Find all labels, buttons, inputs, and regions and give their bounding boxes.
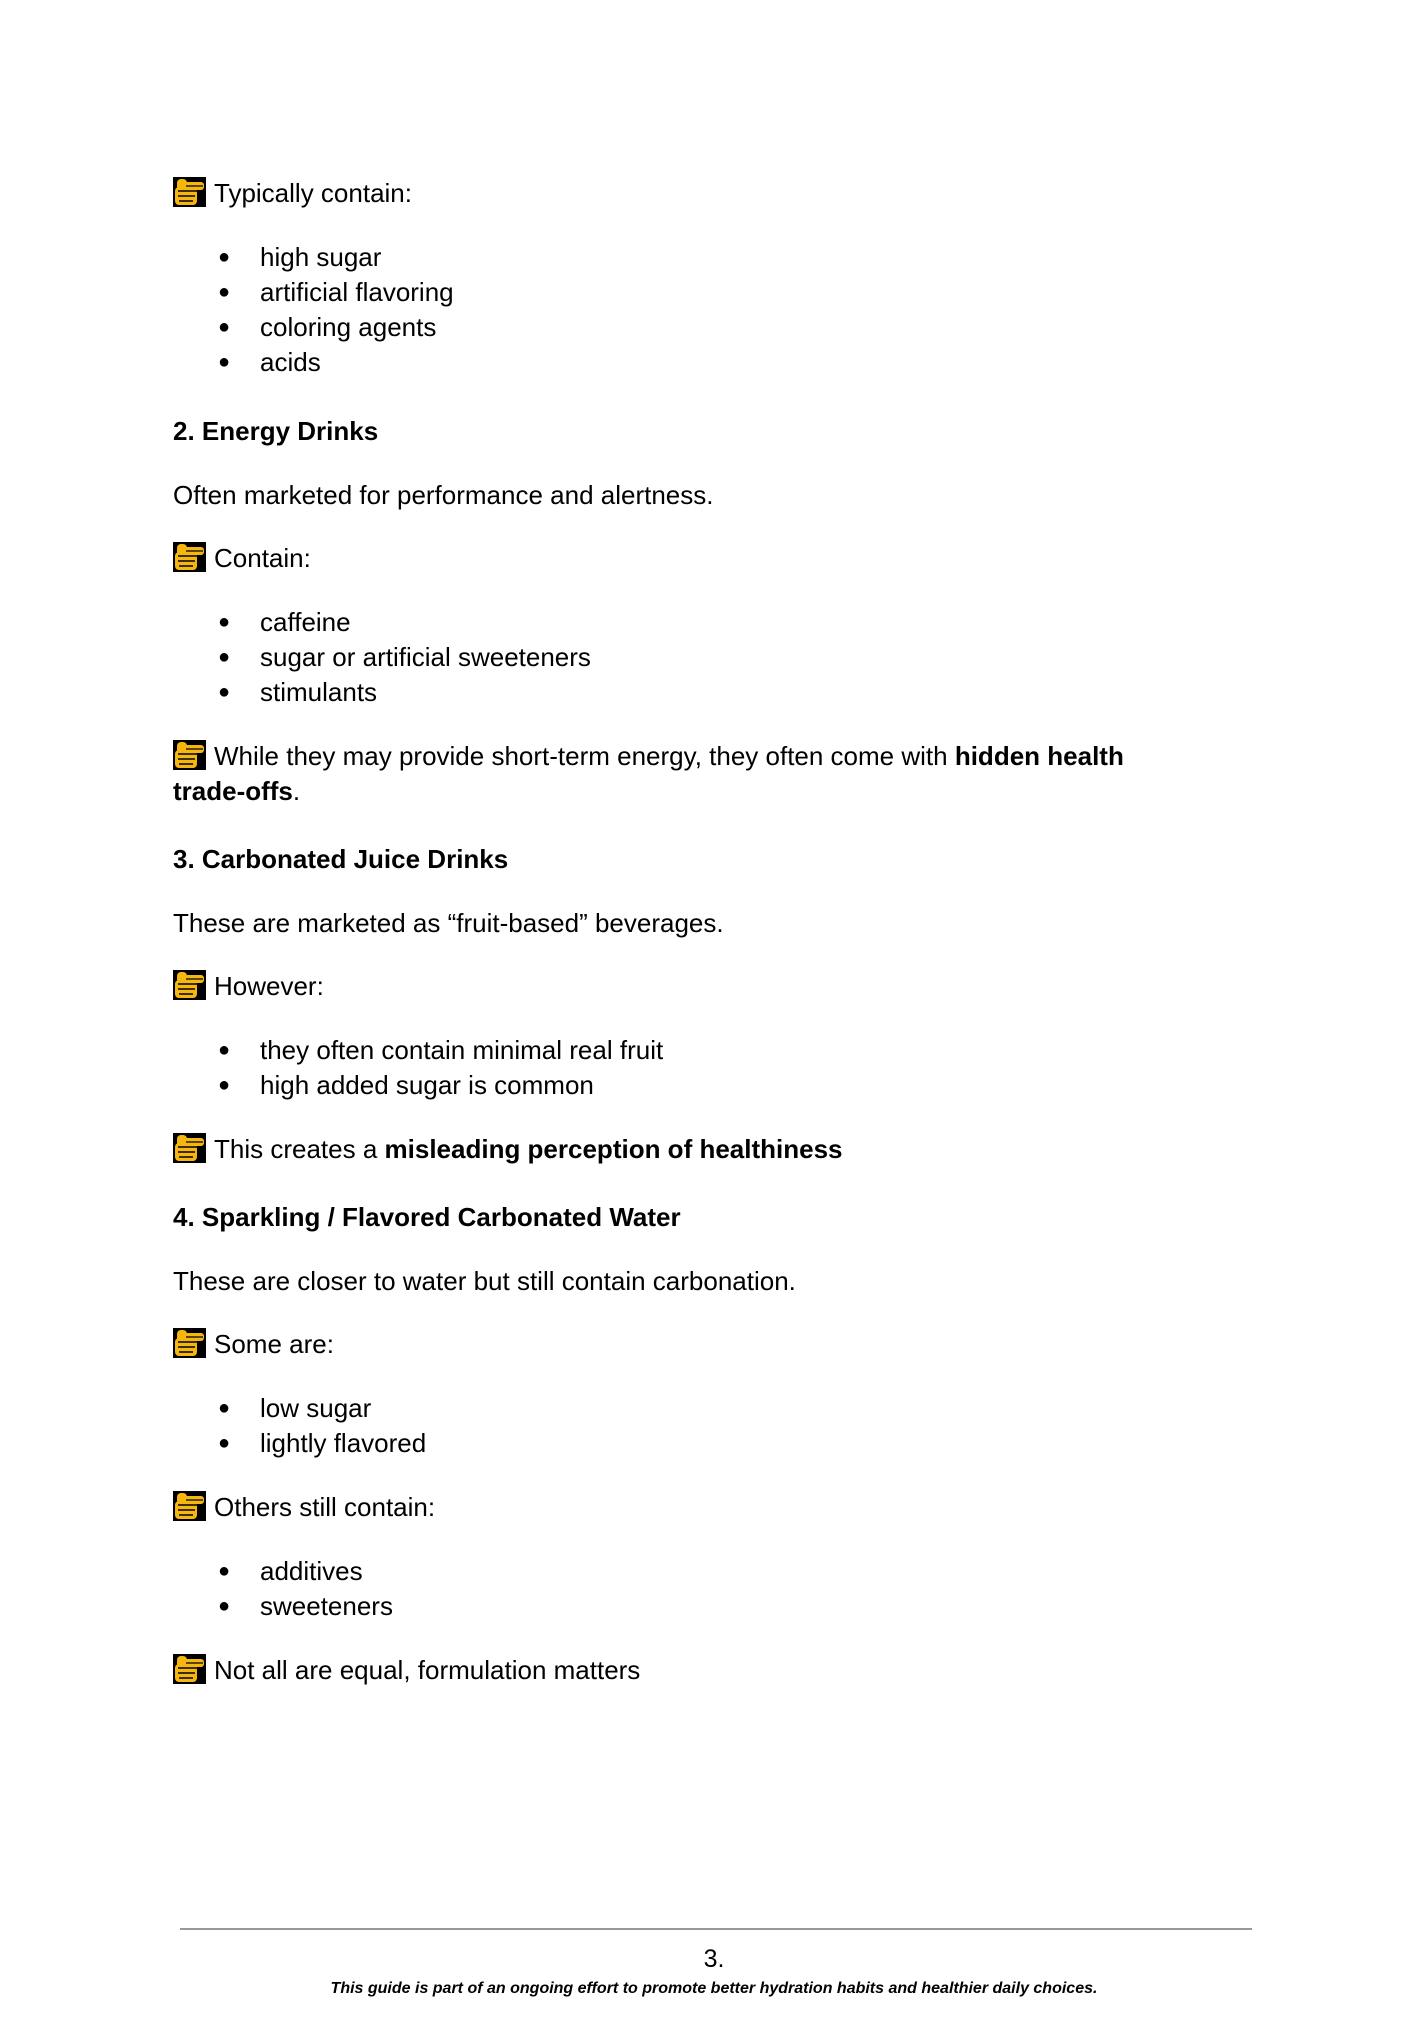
- bullet-icon: ●: [218, 646, 231, 668]
- page-number: 3.: [703, 1945, 725, 1973]
- pointing-hand-icon: [173, 1133, 206, 1163]
- pointing-hand-icon: [173, 970, 206, 1000]
- some-are-line: [173, 1327, 334, 1361]
- others-line: [173, 1490, 435, 1524]
- bullet-icon: ●: [218, 1074, 231, 1096]
- contain-line: [173, 541, 311, 575]
- pointing-hand-icon: [173, 1654, 206, 1684]
- contain-label: Contain:: [214, 543, 311, 573]
- some-are-label: Some are:: [214, 1329, 334, 1359]
- bullet-icon: ●: [218, 1397, 231, 1419]
- footer-note: This guide is part of an ongoing effort to promote better hydration habits and healthier daily choices.: [330, 1980, 1098, 1997]
- footer-divider: [180, 1928, 1252, 1930]
- bullet-icon: ●: [218, 316, 231, 338]
- typically-contain-line: [173, 176, 412, 210]
- bullet-icon: ●: [218, 681, 231, 703]
- bullet-icon: ●: [218, 1560, 231, 1582]
- bullet-icon: ●: [218, 1595, 231, 1617]
- sparkling-water-heading: 4. Sparkling / Flavored Carbonated Water: [173, 1202, 681, 1232]
- bullet-icon: ●: [218, 1039, 231, 1061]
- bullet-icon: ●: [218, 351, 231, 373]
- formulation-note: Not all are equal, formulation matters: [214, 1655, 641, 1685]
- pointing-hand-icon: [173, 740, 206, 770]
- formulation-note-line: [173, 1653, 640, 1687]
- typically-contain-label: Typically contain:: [214, 178, 412, 208]
- energy-drinks-heading: 2. Energy Drinks: [173, 416, 379, 446]
- bullet-icon: ●: [218, 246, 231, 268]
- pointing-hand-icon: [173, 542, 206, 572]
- pointing-hand-icon: [173, 1328, 206, 1358]
- bullet-icon: ●: [218, 611, 231, 633]
- pointing-hand-icon: [173, 1491, 206, 1521]
- others-label: Others still contain:: [214, 1492, 436, 1522]
- carbonated-juice-heading: 3. Carbonated Juice Drinks: [173, 844, 509, 874]
- energy-note-line2: trade-offs.: [173, 776, 301, 806]
- sparkling-water-description: These are closer to water but still contain carbonation.: [173, 1266, 796, 1296]
- however-label: However:: [214, 971, 324, 1001]
- juice-note-line: This creates a misleading perception of healthiness: [173, 1132, 843, 1166]
- energy-note-line1: While they may provide short-term energy, they often come with hidden health: [173, 739, 1124, 773]
- pointing-hand-icon: [173, 177, 206, 207]
- carbonated-juice-description: These are marketed as “fruit-based” beverages.: [173, 908, 724, 938]
- bullet-icon: ●: [218, 281, 231, 303]
- however-line: [173, 969, 324, 1003]
- energy-drinks-description: Often marketed for performance and alertness.: [173, 480, 714, 510]
- bullet-icon: ●: [218, 1432, 231, 1454]
